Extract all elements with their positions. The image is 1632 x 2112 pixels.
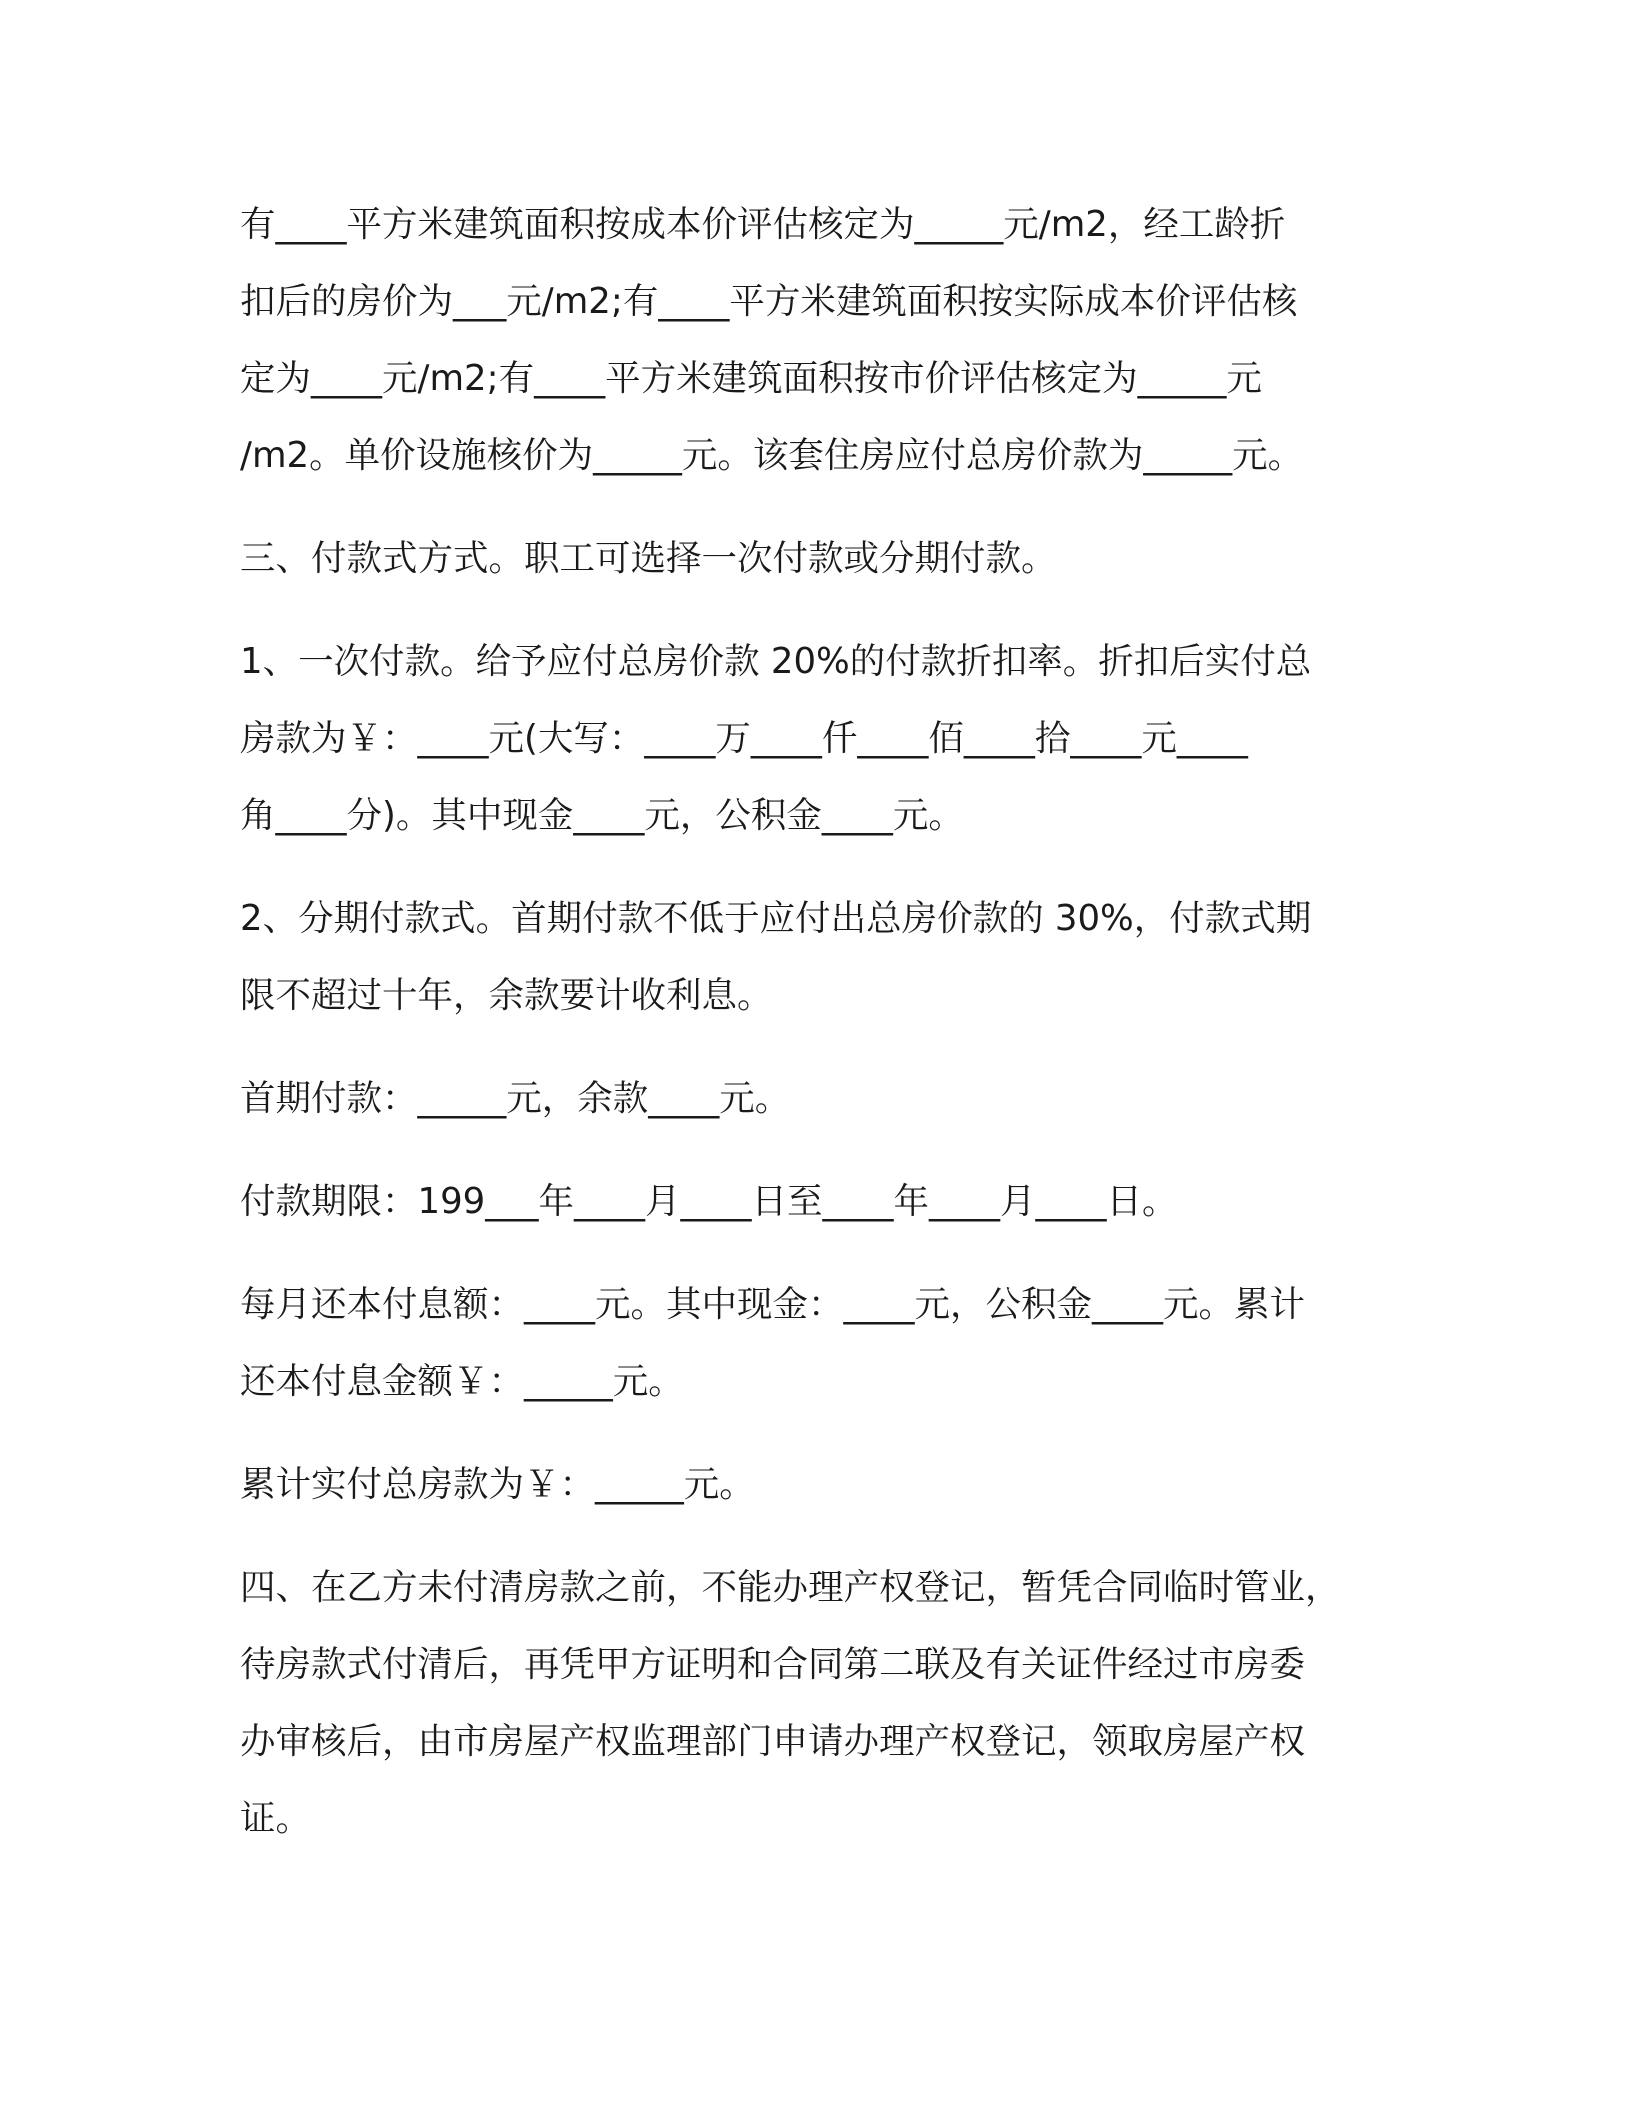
- text-line: 有____平方米建筑面积按成本价评估核定为_____元/m2，经工龄折: [240, 204, 1286, 245]
- text-line: 三、付款式方式。职工可选择一次付款或分期付款。: [240, 538, 1057, 579]
- text-line: 1、一次付款。给予应付总房价款 20%的付款折扣率。折扣后实付总: [240, 641, 1312, 682]
- paragraph-installment-payment: [240, 880, 1400, 1034]
- paragraph-monthly-repayment: [240, 1266, 1400, 1420]
- text-line: 付款期限：199___年____月____日至____年____月____日。: [240, 1181, 1178, 1222]
- text-line: /m2。单价设施核价为_____元。该套住房应付总房价款为_____元。: [240, 435, 1304, 476]
- text-line: 办审核后，由市房屋产权监理部门申请办理产权登记，领取房屋产权: [240, 1721, 1306, 1762]
- text-line: 扣后的房价为___元/m2;有____平方米建筑面积按实际成本价评估核: [240, 281, 1298, 322]
- text-line: 还本付息金额￥：_____元。: [240, 1361, 684, 1402]
- paragraph-payment-period: [240, 1163, 1400, 1240]
- text-line: 证。: [240, 1798, 312, 1839]
- text-line: 定为____元/m2;有____平方米建筑面积按市价评估核定为_____元: [240, 358, 1262, 399]
- paragraph-price-assessment: [240, 186, 1400, 494]
- text-line: 限不超过十年，余款要计收利息。: [240, 975, 773, 1016]
- text-line: 待房款式付清后，再凭甲方证明和合同第二联及有关证件经过市房委: [240, 1644, 1306, 1685]
- document-body: [240, 186, 1400, 1883]
- text-line: 每月还本付息额：____元。其中现金：____元，公积金____元。累计: [240, 1284, 1306, 1325]
- paragraph-section-4-title-registration: [240, 1549, 1400, 1857]
- text-line: 角____分)。其中现金____元，公积金____元。: [240, 795, 964, 836]
- paragraph-total-paid: [240, 1446, 1400, 1523]
- text-line: 首期付款：_____元，余款____元。: [240, 1078, 791, 1119]
- paragraph-lump-sum-payment: [240, 623, 1400, 854]
- text-line: 房款为￥：____元(大写：____万____仟____佰____拾____元____: [240, 718, 1248, 759]
- paragraph-section-3-heading: [240, 520, 1400, 597]
- text-line: 四、在乙方未付清房款之前，不能办理产权登记，暂凭合同临时管业，: [240, 1567, 1341, 1608]
- text-line: 2、分期付款式。首期付款不低于应付出总房价款的 30%，付款式期: [240, 898, 1312, 939]
- text-line: 累计实付总房款为￥：_____元。: [240, 1464, 755, 1505]
- paragraph-first-payment: [240, 1060, 1400, 1137]
